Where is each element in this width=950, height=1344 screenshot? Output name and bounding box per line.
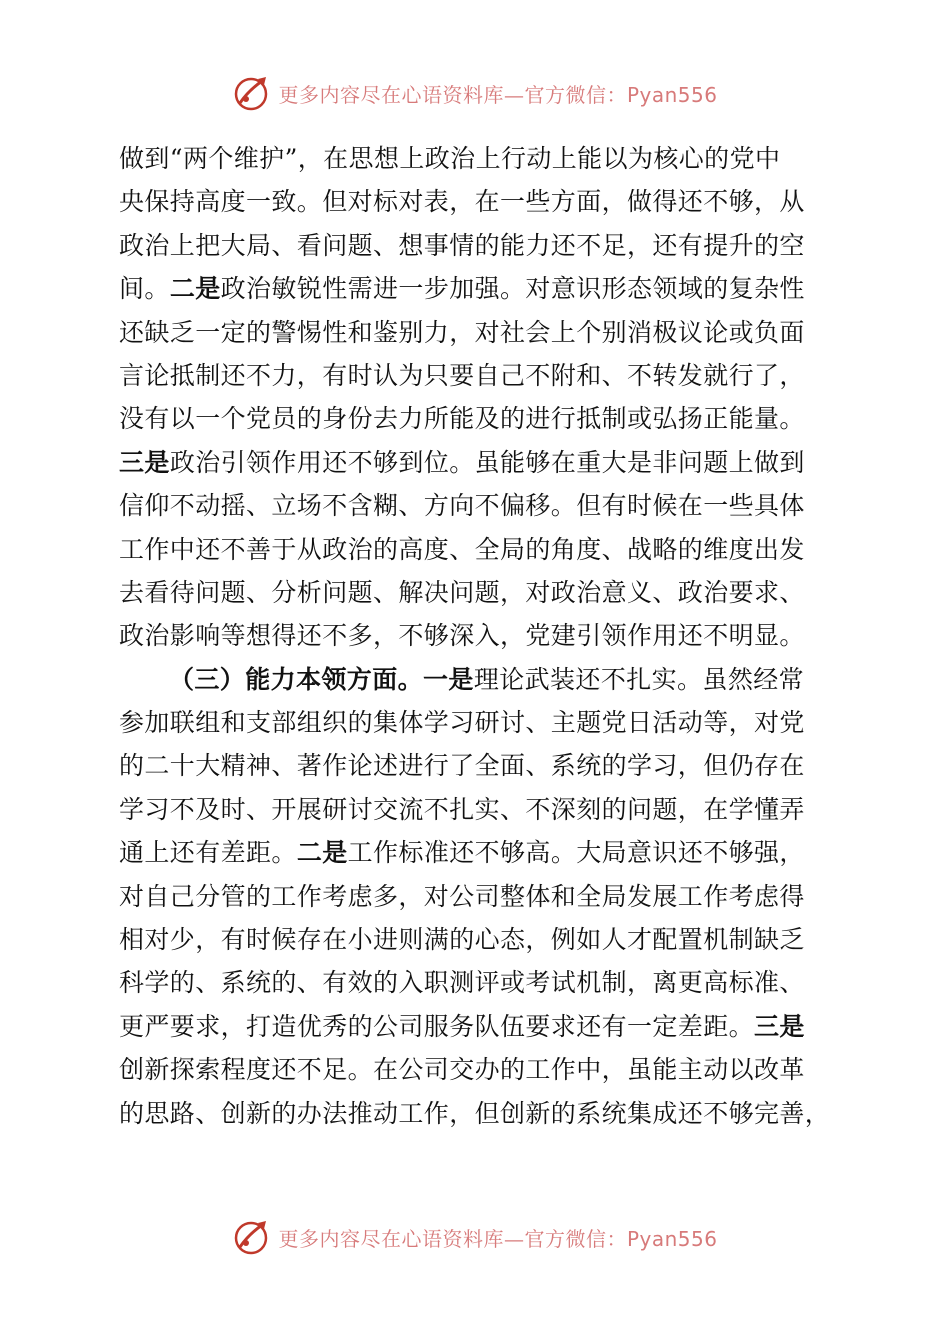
banner-main: 更多内容尽在心语资料库 [278,1226,504,1251]
document-body [119,137,831,1135]
header-watermark-banner [0,70,950,116]
text-line [119,484,809,527]
text-run: 学习不及时、开展研讨交流不扎实、不深刻的问题，在学懂弄 [119,794,805,824]
text-line [119,744,809,787]
text-line [119,918,809,961]
text-run: 政治引领作用还不够到位。虽能够在重大是非问题上做到 [169,447,805,477]
text-run: 间。 [119,274,170,304]
text-run: 言论抵制还不力，有时认为只要自己不附和、不转发就行了， [119,360,805,390]
text-line [119,831,809,874]
bold-run: 二是 [169,274,221,304]
text-run: 做到“两个维护”，在思想上政治上行动上能以为核心的党中 [119,144,781,173]
text-run: 还缺乏一定的警惕性和鉴别力，对社会上个别消极议论或负面 [119,317,805,347]
text-line [119,311,809,354]
text-run: 的二十大精神、著作论述进行了全面、系统的学习，但仍存在 [119,751,805,781]
text-line [119,180,809,223]
text-run: 没有以一个党员的身份去力所能及的进行抵制或弘扬正能量。 [119,404,805,434]
text-run: 央保持高度一致。但对标对表，在一些方面，做得还不够，从 [119,187,805,217]
text-run: 相对少，有时候存在小进则满的心态，例如人才配置机制缺乏 [119,925,805,955]
text-run: 工作标准还不够高。大局意识还不够强， [347,838,805,868]
text-line [119,224,809,267]
text-run: 科学的、系统的、有效的入职测评或考试机制，离更高标准、 [119,968,805,998]
banner-contact: 官方微信：Pyan556 [524,82,718,107]
text-line [119,1048,809,1091]
text-line [119,701,809,744]
text-run: 工作中还不善于从政治的高度、全局的角度、战略的维度出发 [119,534,805,564]
bold-run: （三）能力本领方面。 [169,664,424,694]
bold-run: 二是 [296,838,348,868]
banner-dash: — [503,1226,525,1251]
text-run: 更严要求，打造优秀的公司服务队伍要求还有一定差距。 [119,1011,755,1041]
banner-text [278,1223,717,1252]
text-run: 政治敏锐性需进一步加强。对意识形态领域的复杂性 [220,274,805,304]
text-run: 对自己分管的工作考虑多，对公司整体和全局发展工作考虑得 [119,881,805,911]
text-run: 政治上把大局、看问题、想事情的能力还不足，还有提升的空 [119,230,805,260]
text-run: 理论武装还不扎实。虽然经常 [473,664,805,694]
text-line [119,875,809,918]
text-line [119,354,809,397]
text-run: 去看待问题、分析问题、解决问题，对政治意义、政治要求、 [119,577,805,607]
text-line [119,1092,831,1135]
text-run: 参加联组和支部组织的集体学习研讨、主题党日活动等，对党 [119,708,805,738]
text-line [119,441,809,484]
text-line [119,137,809,180]
text-run: 的思路、创新的办法推动工作，但创新的系统集成还不够完善， [119,1098,831,1128]
text-line [119,571,809,614]
text-line [119,267,809,310]
bold-run: 三是 [119,447,170,477]
text-line [119,528,809,571]
text-run: 通上还有差距。 [119,838,297,868]
text-line [119,658,809,701]
banner-text [278,79,717,108]
footer-watermark-banner [0,1214,950,1260]
bold-run: 一是 [423,664,474,694]
text-run: 政治影响等想得还不多，不够深入，党建引领作用还不明显。 [119,621,805,651]
text-line [119,961,809,1004]
text-line [119,1005,809,1048]
pen-logo-icon [232,1217,272,1257]
text-run: 创新探索程度还不足。在公司交办的工作中，虽能主动以改革 [119,1055,805,1085]
text-line [119,397,809,440]
text-line [119,614,809,657]
text-line [119,788,809,831]
banner-main: 更多内容尽在心语资料库 [278,82,504,107]
pen-logo-icon [232,73,272,113]
text-run: 信仰不动摇、立场不含糊、方向不偏移。但有时候在一些具体 [119,491,805,521]
banner-contact: 官方微信：Pyan556 [524,1226,718,1251]
banner-dash: — [503,82,525,107]
bold-run: 三是 [754,1011,805,1041]
